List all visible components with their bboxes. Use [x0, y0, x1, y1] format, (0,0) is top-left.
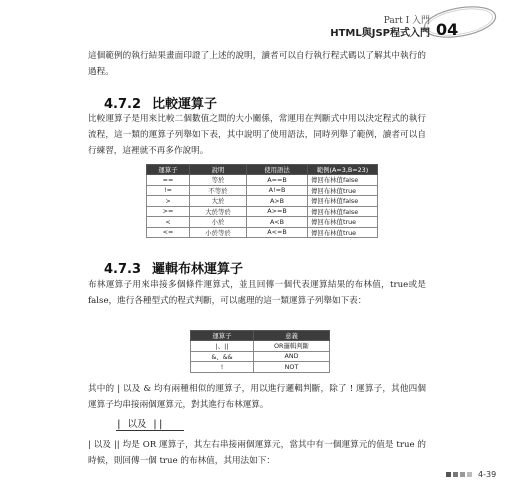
- section-473-paragraph: 布林運算子用來串接多個條件運算式，並且回傳一個代表運算結果的布林值，true或是false，進行各種型式的程式判斷，可以處理的這一類運算子列舉如下表：: [88, 280, 426, 306]
- section-heading-472: [104, 93, 217, 112]
- table-cell: 大於等於: [190, 206, 247, 217]
- table-header-row: [191, 331, 330, 341]
- table-cell: >: [147, 196, 190, 207]
- table-cell: A>B: [247, 196, 308, 207]
- subsection-title: | 以及 ||: [116, 419, 164, 430]
- section-title: 比較運算子: [152, 97, 218, 112]
- table-cell: A>=B: [247, 206, 308, 217]
- table-cell: 傳回布林值true: [308, 227, 378, 238]
- header-book-title: HTML與JSP程式入門: [330, 28, 430, 39]
- table-cell: <=: [147, 227, 190, 238]
- table-cell: 傳回布林值false: [308, 196, 378, 207]
- table-cell: !: [191, 362, 254, 373]
- table-cell: >=: [147, 206, 190, 217]
- table-cell: A<=B: [247, 227, 308, 238]
- table-cell: 小於等於: [190, 227, 247, 238]
- table-cell: 小於: [190, 217, 247, 228]
- table-header-cell: 運算子: [191, 331, 254, 341]
- section-heading-473: [104, 258, 243, 277]
- table-cell: &、&&: [191, 351, 254, 362]
- table-cell: A!=B: [247, 185, 308, 196]
- comparison-operator-table: [146, 164, 378, 238]
- table-cell: NOT: [254, 362, 330, 373]
- logical-operator-table: [190, 330, 330, 373]
- table-cell: A<B: [247, 217, 308, 228]
- table-cell: A==B: [247, 175, 308, 186]
- subsection-underline: [116, 430, 184, 431]
- table-header-cell: 範例(A=3,B=23): [308, 165, 378, 175]
- table-row: [147, 227, 378, 238]
- subsection-paragraph: | 以及 || 均是 OR 運算子，其左右串接兩個運算元，當其中有一個運算元的值是 true 的時候，則回傳一個 true 的布林值，其用法如下：: [88, 440, 426, 466]
- table-cell: AND: [254, 351, 330, 362]
- table-row: [147, 185, 378, 196]
- table-cell: OR邏輯判斷: [254, 341, 330, 352]
- table-cell: 傳回布林值false: [308, 206, 378, 217]
- table-cell: !=: [147, 185, 190, 196]
- table-header-cell: 運算子: [147, 165, 190, 175]
- table-cell: ==: [147, 175, 190, 186]
- table-cell: 等於: [190, 175, 247, 186]
- table-header-cell: 意義: [254, 331, 330, 341]
- table-cell: 大於: [190, 196, 247, 207]
- table-cell: |、||: [191, 341, 254, 352]
- table-cell: 不等於: [190, 185, 247, 196]
- table-row: [191, 351, 330, 362]
- table-row: [191, 362, 330, 373]
- header-chapter-number: 04: [436, 20, 459, 39]
- section-472-paragraph: 比較運算子是用來比較二個數值之間的大小關係，常運用在判斷式中用以決定程式的執行流程，這一類的運算子列舉如下表，其中說明了使用語法，同時列舉了範例，讀者可以自行練習，這裡就不再多作說明。: [88, 114, 426, 156]
- table-cell: 傳回布林值false: [308, 175, 378, 186]
- table-cell: 傳回布林值true: [308, 185, 378, 196]
- header-part-label: Part Ⅰ 入門: [383, 16, 430, 26]
- table-row: [147, 206, 378, 217]
- section-number: 4.7.2: [104, 97, 142, 112]
- table-row: [147, 196, 378, 207]
- page-number: 4-39: [478, 470, 497, 479]
- intro-paragraph: 這個範例的執行結果畫面印證了上述的說明，讀者可以自行執行程式碼以了解其中執行的過程。: [88, 51, 426, 77]
- table-row: [147, 175, 378, 186]
- page-number-marker: [446, 471, 472, 478]
- logical-operator-note: 其中的 | 以及 & 均有兩種相似的運算子，用以進行邏輯判斷，除了 ! 運算子，其他四個運算子均串接兩個運算元，對其進行布林運算。: [88, 384, 426, 410]
- table-row: [191, 341, 330, 352]
- table-cell: <: [147, 217, 190, 228]
- table-header-cell: 使用語法: [247, 165, 308, 175]
- table-header-row: [147, 165, 378, 175]
- section-title: 邏輯布林運算子: [152, 262, 244, 277]
- section-number: 4.7.3: [104, 262, 142, 277]
- table-header-cell: 說明: [190, 165, 247, 175]
- table-cell: 傳回布林值true: [308, 217, 378, 228]
- table-row: [147, 217, 378, 228]
